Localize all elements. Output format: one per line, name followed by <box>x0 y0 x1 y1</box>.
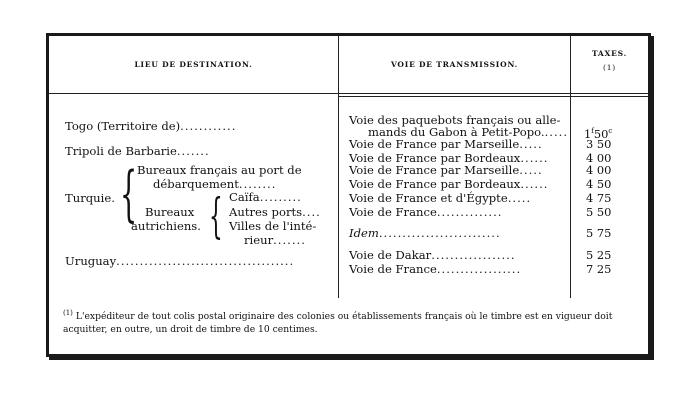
column-divider-2 <box>570 36 571 298</box>
header-destination: LIEU DE DESTINATION. <box>134 60 253 69</box>
row-turquie-fr-1: Bureaux français au port de <box>137 163 302 177</box>
row-villes-voie: Idem.......................... <box>349 226 501 240</box>
row-turquie-fr-voie-2: Voie de France par Bordeaux...... <box>349 177 549 191</box>
row-tripoli-destination: Tripoli de Barbarie....... <box>65 144 210 158</box>
brace-autrichiens: { <box>209 188 223 244</box>
row-tripoli-tax-1: 3 50 <box>586 137 612 151</box>
header-taxes-note: (1) <box>602 63 617 72</box>
row-togo-destination: Togo (Territoire de)............ <box>65 119 237 133</box>
row-villes-2: rieur....... <box>244 233 306 247</box>
row-uruguay-voie-1: Voie de Dakar.................. <box>349 248 516 262</box>
footnote-marker: (1) <box>63 309 73 317</box>
row-turquie-fr-tax-2: 4 50 <box>586 177 612 191</box>
header-rule <box>49 93 648 94</box>
footnote <box>63 307 633 336</box>
row-tripoli-voie-1: Voie de France par Marseille..... <box>349 137 543 151</box>
row-caifa: Caïfa......... <box>229 190 302 204</box>
row-turquie-fr-2: débarquement........ <box>153 177 277 191</box>
row-uruguay-tax-2: 7 25 <box>586 262 612 276</box>
row-togo-voie-2: mands du Gabon à Petit-Popo...... <box>368 125 569 139</box>
header-taxes: TAXES. <box>591 49 628 58</box>
row-tripoli-voie-2: Voie de France par Bordeaux...... <box>349 151 549 165</box>
row-villes-tax: 5 75 <box>586 226 612 240</box>
row-turquie-fr-tax-1: 4 00 <box>586 163 612 177</box>
row-togo-tax: 1$^f$50$^c$ <box>584 126 613 141</box>
row-caifa-voie: Voie de France et d'Égypte..... <box>349 191 532 205</box>
row-villes-1: Villes de l'inté- <box>229 219 317 233</box>
row-uruguay-destination: Uruguay...................................... <box>65 254 295 268</box>
footnote-text: L'expéditeur de tout colis postal originaire des colonies ou établissements français où le timbre est en vigueur doit acquitter, en outre, un droit de timbre de 10 centimes. <box>63 311 613 336</box>
column-divider-1 <box>338 36 339 298</box>
row-autres-ports-tax: 5 50 <box>586 205 612 219</box>
table-frame <box>46 33 651 357</box>
header-rule-2 <box>338 96 648 97</box>
row-turquie-autrichiens-2: autrichiens. <box>131 219 201 233</box>
row-turquie-fr-voie-1: Voie de France par Marseille..... <box>349 163 543 177</box>
row-togo-voie-1: Voie des paquebots français ou alle- <box>349 113 561 127</box>
row-autres-ports-voie: Voie de France.............. <box>349 205 503 219</box>
brace-turquie: { <box>120 159 138 229</box>
row-turquie-label: Turquie. <box>65 191 115 205</box>
row-uruguay-voie-2: Voie de France.................. <box>349 262 522 276</box>
row-turquie-autrichiens-1: Bureaux <box>145 205 195 219</box>
header-voie: VOIE DE TRANSMISSION. <box>390 60 519 69</box>
row-autres-ports: Autres ports.... <box>229 205 321 219</box>
row-uruguay-tax-1: 5 25 <box>586 248 612 262</box>
row-tripoli-tax-2: 4 00 <box>586 151 612 165</box>
row-caifa-tax: 4 75 <box>586 191 612 205</box>
